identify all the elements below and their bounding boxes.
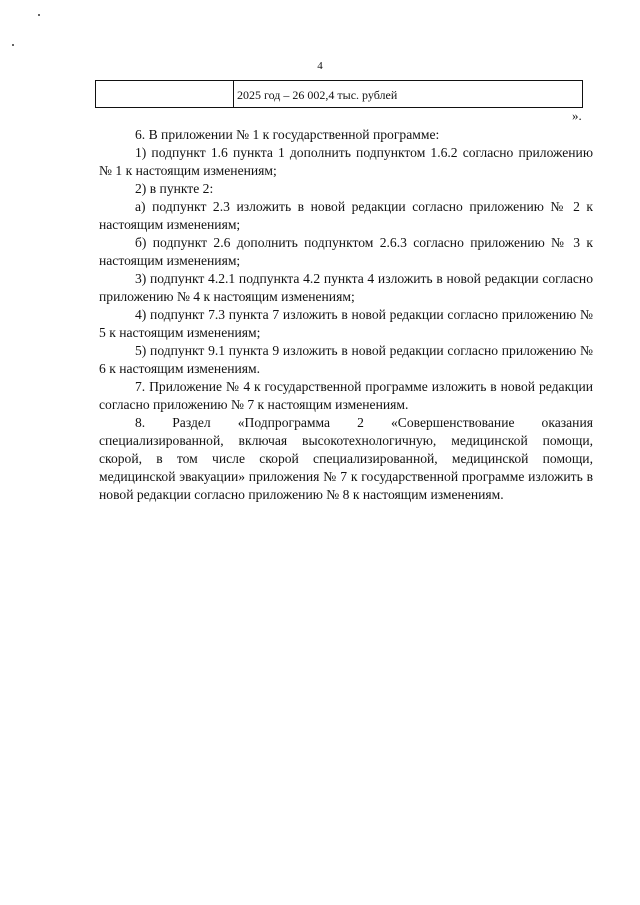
table-row <box>95 80 583 108</box>
paragraph-item-6: 6. В приложении № 1 к государственной программе: <box>135 127 440 142</box>
paragraph-subitem-2a: а) подпункт 2.3 изложить в новой редакции согласно приложению № 2 к настоящим изменениям; <box>99 199 593 232</box>
page-number: 4 <box>317 60 323 72</box>
scan-speck-mark <box>38 14 40 16</box>
paragraph-subitem-3: 3) подпункт 4.2.1 подпункта 4.2 пункта 4 изложить в новой редакции согласно приложению № 4 к настоящим изменениям; <box>99 271 593 304</box>
table-cell-empty <box>96 81 234 107</box>
paragraph-subitem-2: 2) в пункте 2: <box>135 181 214 196</box>
paragraph-subitem-5: 5) подпункт 9.1 пункта 9 изложить в новой редакции согласно приложению № 6 к настоящим изменениям. <box>99 343 593 376</box>
scan-speck-mark <box>12 44 14 46</box>
paragraph-subitem-2b: б) подпункт 2.6 дополнить подпунктом 2.6.3 согласно приложению № 3 к настоящим изменениям; <box>99 235 593 268</box>
paragraph-subitem-4: 4) подпункт 7.3 пункта 7 изложить в новой редакции согласно приложению № 5 к настоящим изменениям; <box>99 307 593 340</box>
paragraph-item-8: 8. Раздел «Подпрограмма 2 «Совершенствование оказания специализированной, включая высокотехнологичную, медицинской помощи, скорой, в том числе скорой специализированной, медицинской помощи, медицинской эвакуации» приложения № 7 к государственной программе изложить в новой редакции согласно приложению № 8 к настоящим изменениям. <box>99 415 593 502</box>
table-cell-funding: 2025 год – 26 002,4 тыс. рублей <box>237 88 398 102</box>
paragraph-item-7: 7. Приложение № 4 к государственной программе изложить в новой редакции согласно приложению № 7 к настоящим изменениям. <box>99 379 593 412</box>
paragraph-subitem-1: 1) подпункт 1.6 пункта 1 дополнить подпунктом 1.6.2 согласно приложению № 1 к настоящим изменениям; <box>99 145 593 178</box>
closing-quote: ». <box>572 108 582 123</box>
document-body <box>99 126 593 504</box>
